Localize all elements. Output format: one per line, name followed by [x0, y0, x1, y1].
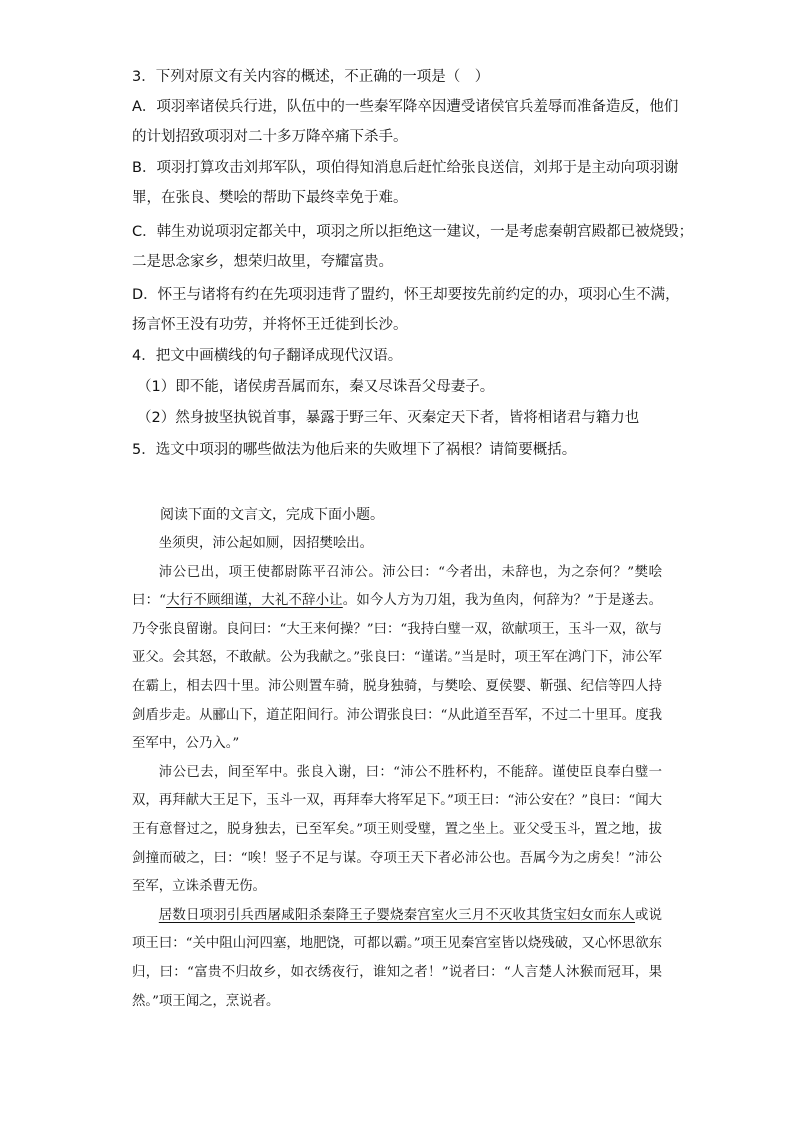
paragraph-2-text-b: 。如今人方为刀俎，我为鱼肉，何辞为？”于是遂去。乃令张良留谢。良问曰：“大王来何操？”曰：“我持白璧一双，欲献项王，玉斗一双，欲与亚父。会其怒，不敢献。公为我献之。”张良曰：“谨诺。”当是时，项王军在鸿门下，沛公军在霸上，相去四十里。沛公则置车骑，脱身独骑，与樊哙、夏侯婴、靳强、纪信等四人持剑盾步走。从郦山下，道芷阳间行。沛公谓张良曰：“从此道至吾军，不过二十里耳。度我至军中，公乃入。”	[132, 593, 662, 752]
option-a-line-2: 的计划招致项羽对二十多万降卒痛下杀手。	[132, 129, 408, 145]
option-b-line-1: B．项羽打算攻击刘邦军队，项伯得知消息后赶忙给张良送信，刘邦于是主动向项羽谢	[132, 160, 679, 176]
question-3-stem: 3．下列对原文有关内容的概述，不正确的一项是（ ）	[132, 69, 490, 85]
passage-paragraph-4	[132, 902, 662, 1016]
question-4-sentence-1: （1）即不能，诸侯虏吾属而东，秦又尽诛吾父母妻子。	[137, 379, 495, 395]
option-c-line-1: C．韩生劝说项羽定都关中，项羽之所以拒绝这一建议，一是考虑秦朝宫殿都已被烧毁；	[132, 224, 694, 240]
passage-paragraph-2	[132, 559, 662, 759]
passage-body	[132, 530, 662, 1016]
passage-instruction: 阅读下面的文言文，完成下面小题。	[160, 507, 384, 523]
option-b-line-2: 罪，在张良、樊哙的帮助下最终幸免于难。	[132, 190, 408, 206]
paragraph-2-text-a: 沛公已出，项王使都尉陈平召沛公。沛公曰：“今者出，未辞也，为之奈何？”樊哙曰：“	[132, 564, 662, 609]
paragraph-4-text: 或说项王曰：“关中阻山河四塞，地肥饶，可都以霸。”项王见秦宫室皆以烧残破，又心怀思欲东归，曰：“富贵不归故乡，如衣绣夜行，谁知之者！”说者曰：“人言楚人沐猴而冠耳，果然。”项王闻之，烹说者。	[132, 907, 663, 1009]
question-5-stem: 5．选文中项羽的哪些做法为他后来的失败埋下了祸根？请简要概括。	[132, 442, 577, 458]
option-d-line-2: 扬言怀王没有功劳，并将怀王迁徙到长沙。	[132, 317, 408, 333]
underlined-sentence-1: 大行不顾细谨，大礼不辞小让	[166, 593, 343, 609]
option-d-line-1: D．怀王与诸将有约在先项羽违背了盟约，怀王却要按先前约定的办，项羽心生不满，	[132, 287, 680, 303]
passage-paragraph-3: 沛公已去，间至军中。张良入谢，曰：“沛公不胜杯杓，不能辞。谨使臣良奉白璧一双，再拜献大王足下，玉斗一双，再拜奉大将军足下。”项王曰：“沛公安在？”良曰：“闻大王有意督过之，脱身独去，已至军矣。”项王则受璧，置之坐上。亚父受玉斗，置之地，拔剑撞而破之，曰：“唉！竖子不足与谋。夺项王天下者必沛公也。吾属今为之虏矣！”沛公至军，立诛杀曹无伤。	[132, 764, 662, 895]
underlined-sentence-2: 居数日项羽引兵西屠咸阳杀秦降王子婴烧秦宫室火三月不灭收其货宝妇女而东人	[158, 907, 636, 923]
option-a-line-1: A．项羽率诸侯兵行进，队伍中的一些秦军降卒因遭受诸侯官兵羞辱而准备造反，他们	[132, 99, 679, 115]
option-c-line-2: 二是思念家乡，想荣归故里，夸耀富贵。	[132, 254, 393, 270]
passage-paragraph-1: 坐须臾，沛公起如厕，因招樊哙出。	[158, 536, 374, 551]
question-4-stem: 4．把文中画横线的句子翻译成现代汉语。	[132, 348, 403, 364]
question-4-sentence-2: （2）然身披坚执锐首事，暴露于野三年、灭秦定天下者，皆将相诸君与籍力也	[137, 410, 640, 426]
